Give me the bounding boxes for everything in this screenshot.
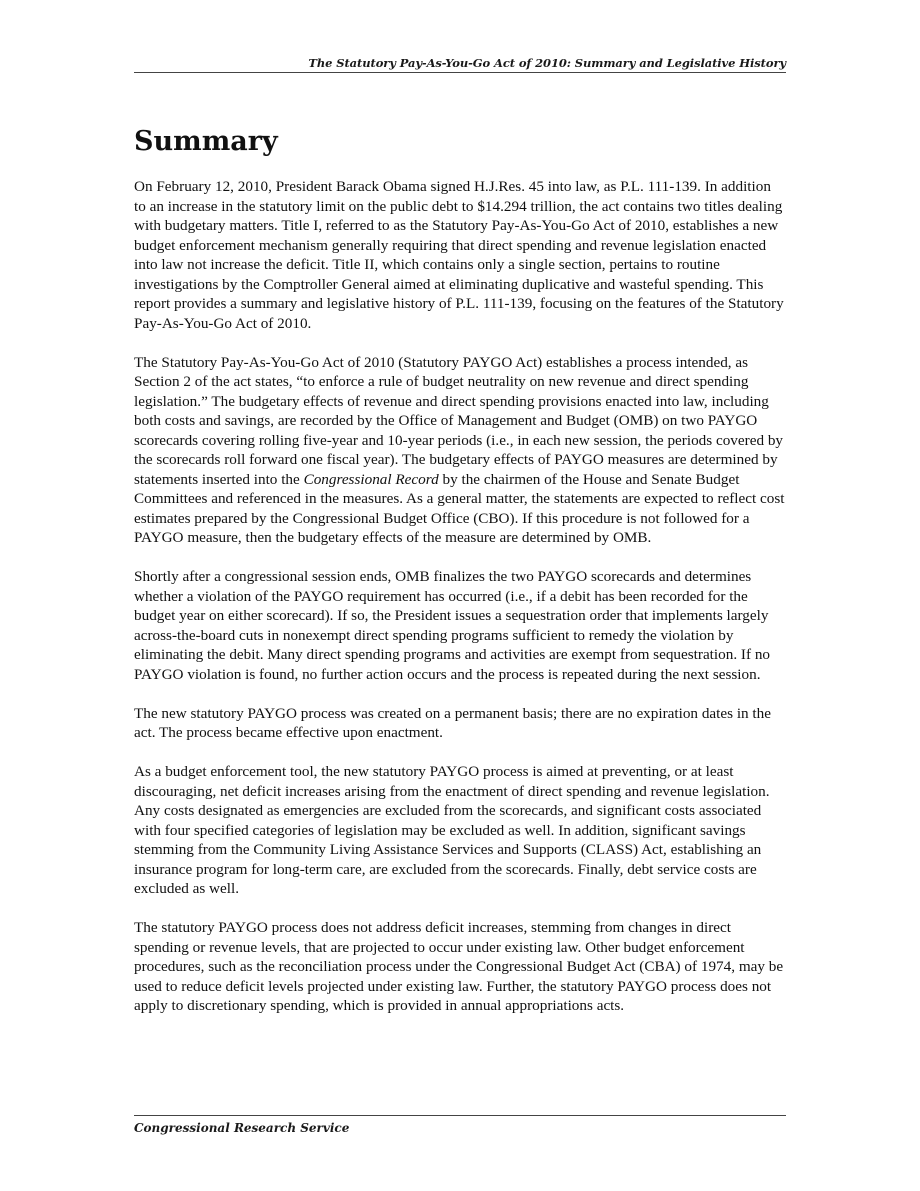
running-footer-organization: Congressional Research Service bbox=[134, 1121, 350, 1135]
summary-body bbox=[134, 177, 786, 1016]
header-divider bbox=[134, 72, 786, 73]
section-heading: Summary bbox=[134, 126, 278, 157]
paragraph: On February 12, 2010, President Barack Obama signed H.J.Res. 45 into law, as P.L. 111-139. In addition to an increase in the statutory limit on the public debt to $14.294 trillion, the act contains two titles dealing with budgetary matters. Title I, referred to as the Statutory Pay-As-You-Go Act of 2010, establishes a new budget enforcement mechanism generally requiring that direct spending and revenue legislation enacted into law not increase the deficit. Title II, which contains only a single section, pertains to routine investigations by the Comptroller General aimed at eliminating duplicative and wasteful spending. This report provides a summary and legislative history of P.L. 111-139, focusing on the features of the Statutory Pay-As-You-Go Act of 2010. bbox=[134, 178, 784, 332]
paragraph-text: by the chairmen of the House and Senate Budget Committees and referenced in the measures. As a general matter, the statements are expected to reflect cost estimates prepared by the Congressional Budget Office (CBO). If this procedure is not followed for a PAYGO measure, then the budgetary effects of the measure are determined by OMB. bbox=[134, 470, 785, 546]
paragraph: The statutory PAYGO process does not address deficit increases, stemming from changes in direct spending or revenue levels, that are projected to occur under existing law. Other budget enforcement procedures, such as the reconciliation process under the Congressional Budget Act (CBA) of 1974, may be used to reduce deficit levels projected under existing law. Further, the statutory PAYGO process does not apply to discretionary spending, which is provided in annual appropriations acts. bbox=[134, 919, 784, 1014]
paragraph: Shortly after a congressional session ends, OMB finalizes the two PAYGO scorecards and determines whether a violation of the PAYGO requirement has occurred (i.e., if a debit has been recorded for the budget year on either scorecard). If so, the President issues a sequestration order that implements largely across-the-board cuts in nonexempt direct spending programs sufficient to remedy the violation by eliminating the debit. Many direct spending programs and activities are exempt from sequestration. If no PAYGO violation is found, no further action occurs and the process is repeated during the next session. bbox=[134, 568, 771, 683]
paragraph: The new statutory PAYGO process was created on a permanent basis; there are no expiration dates in the act. The process became effective upon enactment. bbox=[134, 704, 771, 741]
paragraph-text: The Statutory Pay-As-You-Go Act of 2010 (Statutory PAYGO Act) establishes a process intended, as Section 2 of the act states, “to enforce a rule of budget neutrality on new revenue and direct spending legislation.” The budgetary effects of revenue and direct spending provisions enacted into law, including both costs and savings, are recorded by the Office of Management and Budget (OMB) on two PAYGO scorecards covering rolling five-year and 10-year periods (i.e., in each new session, the periods covered by the scorecards roll forward one fiscal year). The budgetary effects of PAYGO measures are determined by statements inserted into the bbox=[134, 353, 784, 488]
running-header-title: The Statutory Pay-As-You-Go Act of 2010: Summary and Legislative History bbox=[308, 56, 786, 70]
paragraph bbox=[134, 353, 786, 548]
footer-divider bbox=[134, 1115, 786, 1116]
publication-title: Congressional Record bbox=[303, 470, 439, 488]
paragraph: As a budget enforcement tool, the new statutory PAYGO process is aimed at preventing, or at least discouraging, net deficit increases arising from the enactment of direct spending and revenue legislation. Any costs designated as emergencies are excluded from the scorecards, and significant costs associated with four specified categories of legislation may be excluded as well. In addition, significant savings stemming from the Community Living Assistance Services and Supports (CLASS) Act, establishing an insurance program for long-term care, are excluded from the scorecards. Finally, debt service costs are excluded as well. bbox=[134, 763, 770, 897]
